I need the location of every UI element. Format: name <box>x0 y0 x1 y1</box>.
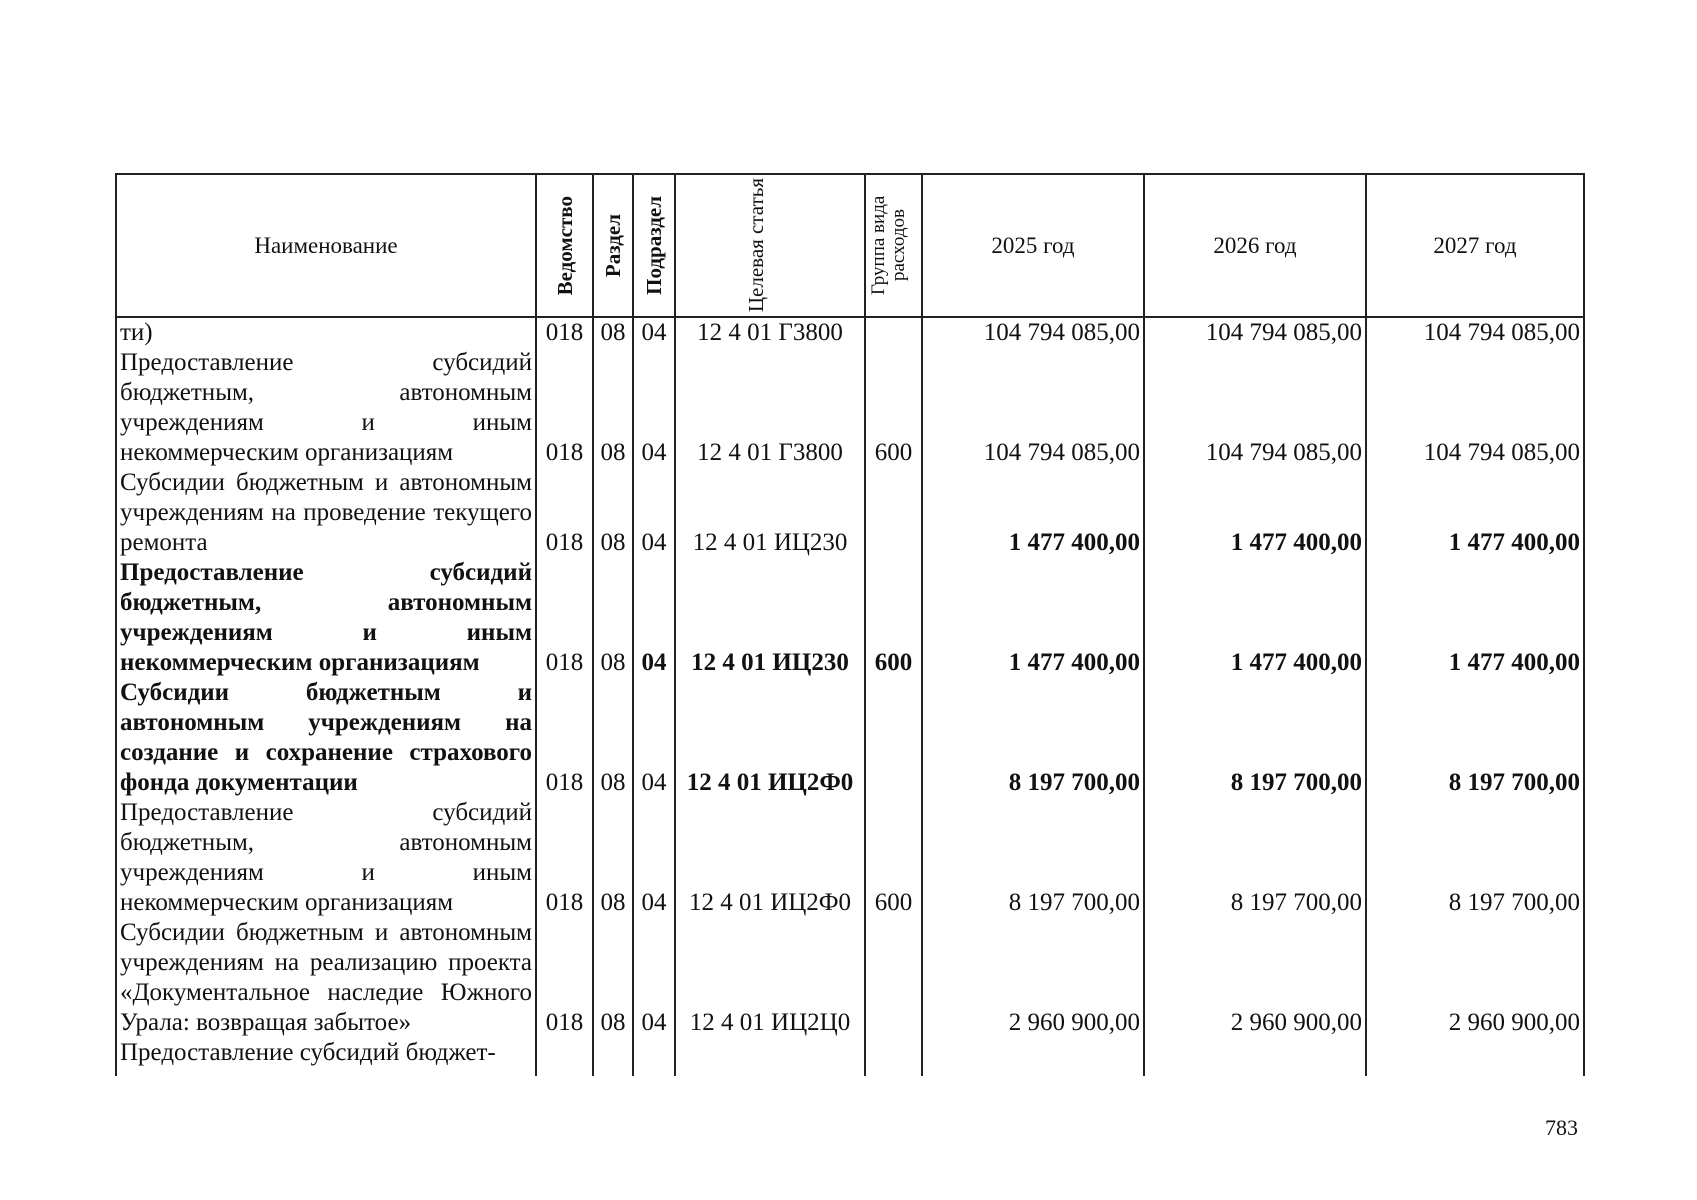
row-razdel: 08 <box>593 468 633 558</box>
row-name: ти) <box>116 317 536 348</box>
row-gruppa <box>865 918 922 1038</box>
row-2026: 104 794 085,00 <box>1144 317 1366 348</box>
row-2026: 104 794 085,00 <box>1144 348 1366 468</box>
table-body <box>116 317 1584 1076</box>
table-row <box>116 348 1584 468</box>
row-gruppa: 600 <box>865 348 922 468</box>
row-name: Субсидии бюджетным и автономным учреждениям на проведение текущего ремонта <box>116 468 536 558</box>
row-podrazdel: 04 <box>633 678 675 798</box>
table-row <box>116 317 1584 348</box>
row-gruppa: 600 <box>865 798 922 918</box>
row-tselevaya: 12 4 01 Г3800 <box>675 348 865 468</box>
row-name: Предоставление субсидий бюджетным, автономным учреждениям и иным некоммерческим организациям <box>116 798 536 918</box>
row-tselevaya: 12 4 01 ИЦ2Ф0 <box>675 678 865 798</box>
header-gruppa-vida-rashodov: Группа вида расходов <box>865 174 922 317</box>
row-2027: 104 794 085,00 <box>1366 348 1584 468</box>
page-number: 783 <box>1545 1115 1578 1140</box>
row-podrazdel: 04 <box>633 468 675 558</box>
row-podrazdel: 04 <box>633 317 675 348</box>
row-2026: 1 477 400,00 <box>1144 468 1366 558</box>
row-gruppa <box>865 678 922 798</box>
row-vedomstvo <box>536 1038 593 1076</box>
row-tselevaya <box>675 1038 865 1076</box>
row-gruppa: 600 <box>865 558 922 678</box>
row-gruppa <box>865 468 922 558</box>
row-2027: 2 960 900,00 <box>1366 918 1584 1038</box>
row-2027: 1 477 400,00 <box>1366 558 1584 678</box>
table-row <box>116 918 1584 1038</box>
row-2026: 8 197 700,00 <box>1144 798 1366 918</box>
header-2027: 2027 год <box>1366 174 1584 317</box>
row-2026 <box>1144 1038 1366 1076</box>
row-razdel: 08 <box>593 317 633 348</box>
row-vedomstvo: 018 <box>536 798 593 918</box>
row-razdel: 08 <box>593 348 633 468</box>
table-row <box>116 468 1584 558</box>
row-2026: 2 960 900,00 <box>1144 918 1366 1038</box>
row-vedomstvo: 018 <box>536 678 593 798</box>
table-row <box>116 558 1584 678</box>
header-2025: 2025 год <box>922 174 1144 317</box>
row-2025: 104 794 085,00 <box>922 317 1144 348</box>
table-row <box>116 678 1584 798</box>
row-2025: 2 960 900,00 <box>922 918 1144 1038</box>
row-2025: 8 197 700,00 <box>922 678 1144 798</box>
row-podrazdel: 04 <box>633 558 675 678</box>
row-vedomstvo: 018 <box>536 468 593 558</box>
row-vedomstvo: 018 <box>536 558 593 678</box>
header-name: Наименование <box>116 174 536 317</box>
row-2027: 1 477 400,00 <box>1366 468 1584 558</box>
row-name: Предоставление субсидий бюджетным, автономным учреждениям и иным некоммерческим организациям <box>116 558 536 678</box>
row-name: Субсидии бюджетным и автономным учреждениям на создание и сохранение страхового фонда документации <box>116 678 536 798</box>
header-tselevaya-statya: Целевая статья <box>675 174 865 317</box>
row-vedomstvo: 018 <box>536 348 593 468</box>
header-vedomstvo: Ведомство <box>536 174 593 317</box>
budget-table <box>115 173 1585 1076</box>
row-vedomstvo: 018 <box>536 317 593 348</box>
row-name: Субсидии бюджетным и автономным учреждениям на реализацию проекта «Документальное наследие Южного Урала: возвращая забытое» <box>116 918 536 1038</box>
row-2025: 104 794 085,00 <box>922 348 1144 468</box>
table-row <box>116 798 1584 918</box>
header-razdel: Раздел <box>593 174 633 317</box>
row-gruppa <box>865 1038 922 1076</box>
row-tselevaya: 12 4 01 ИЦ230 <box>675 468 865 558</box>
row-2027: 8 197 700,00 <box>1366 798 1584 918</box>
row-tselevaya: 12 4 01 ИЦ230 <box>675 558 865 678</box>
row-2025: 1 477 400,00 <box>922 468 1144 558</box>
row-tselevaya: 12 4 01 Г3800 <box>675 317 865 348</box>
row-tselevaya: 12 4 01 ИЦ2Ф0 <box>675 798 865 918</box>
row-2025 <box>922 1038 1144 1076</box>
row-podrazdel: 04 <box>633 798 675 918</box>
row-razdel: 08 <box>593 558 633 678</box>
table-row <box>116 1038 1584 1076</box>
row-vedomstvo: 018 <box>536 918 593 1038</box>
row-tselevaya: 12 4 01 ИЦ2Ц0 <box>675 918 865 1038</box>
row-podrazdel: 04 <box>633 918 675 1038</box>
row-2025: 1 477 400,00 <box>922 558 1144 678</box>
row-podrazdel <box>633 1038 675 1076</box>
header-podrazdel: Подраздел <box>633 174 675 317</box>
row-gruppa <box>865 317 922 348</box>
row-2026: 1 477 400,00 <box>1144 558 1366 678</box>
row-razdel: 08 <box>593 798 633 918</box>
row-razdel: 08 <box>593 678 633 798</box>
row-podrazdel: 04 <box>633 348 675 468</box>
header-2026: 2026 год <box>1144 174 1366 317</box>
row-2027: 8 197 700,00 <box>1366 678 1584 798</box>
row-name: Предоставление субсидий бюджет- <box>116 1038 536 1076</box>
row-2027 <box>1366 1038 1584 1076</box>
row-2025: 8 197 700,00 <box>922 798 1144 918</box>
row-2027: 104 794 085,00 <box>1366 317 1584 348</box>
row-name: Предоставление субсидий бюджетным, автономным учреждениям и иным некоммерческим организациям <box>116 348 536 468</box>
row-2026: 8 197 700,00 <box>1144 678 1366 798</box>
row-razdel <box>593 1038 633 1076</box>
table-header-row <box>116 174 1584 317</box>
row-razdel: 08 <box>593 918 633 1038</box>
